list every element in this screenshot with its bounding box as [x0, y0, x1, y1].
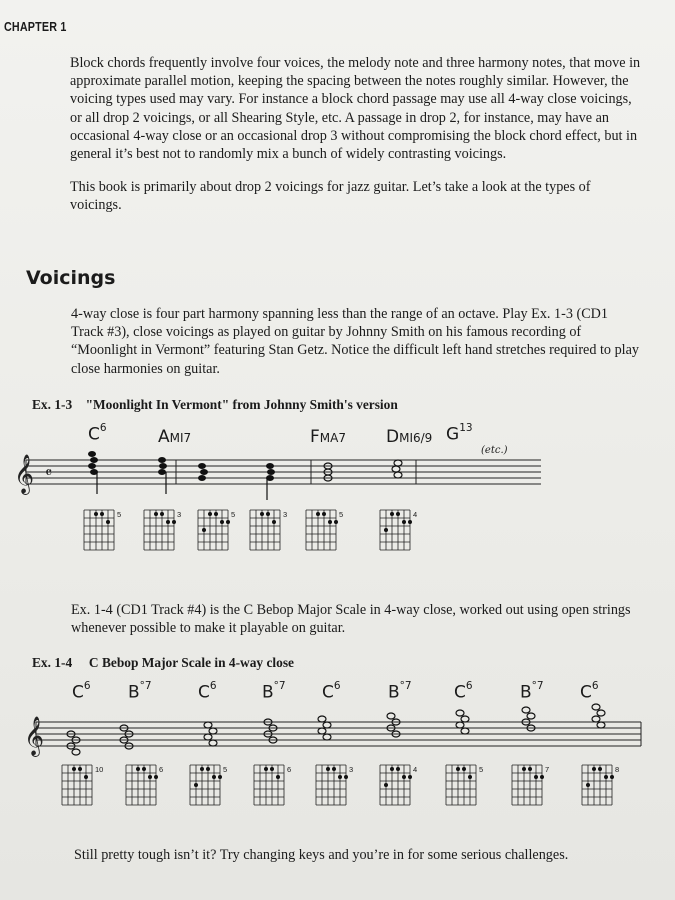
- treble-clef-icon: 𝄞: [24, 716, 45, 756]
- fret-number: 5: [231, 510, 236, 519]
- note-head: [323, 722, 331, 728]
- note-head: [72, 749, 80, 755]
- chord-symbol: $C^6$: [322, 680, 341, 703]
- example-name: "Moonlight In Vermont" from Johnny Smith's version: [85, 397, 398, 412]
- chord-symbol: $B^{^\circ 7}$: [128, 680, 152, 703]
- note-head: [318, 728, 326, 734]
- chord-diagram: [62, 765, 104, 814]
- fret-number: 5: [339, 510, 344, 519]
- four-way-close-paragraph: 4-way close is four part harmony spanning less than the range of an octave. Play Ex. 1-3 (CD1 Track #3), close voicings as played on guitar by Johnny Smith on his famous recording of “Moonlight in Vermont” featuring Stan Getz. Notice the difficult left hand stretches required to play close harmonies on guitar.: [71, 306, 639, 377]
- chord-symbol: DMI6/9: [386, 427, 433, 447]
- fret-number: 3: [177, 510, 182, 519]
- fret-number: 7: [545, 765, 550, 774]
- fret-number: 3: [349, 765, 354, 774]
- note-head: [323, 734, 331, 740]
- chord-diagram: [380, 510, 418, 559]
- note-head: [204, 722, 212, 728]
- chapter-label: CHAPTER 1: [4, 20, 67, 34]
- example-1-4-title: [32, 655, 294, 671]
- fret-number: 8: [615, 765, 620, 774]
- note-head: [527, 713, 535, 719]
- note-head: [461, 716, 469, 722]
- fret-number: 10: [95, 765, 104, 774]
- intro-paragraph: Block chords frequently involve four voices, the melody note and three harmony notes, that move in approximate parallel motion, keeping the spacing between the notes roughly similar. However, the voicing types used may vary. For instance a block chord passage may use all 4-way close voicings, or all drop 2 voicings, or all Shearing Style, etc. A passage in drop 2, for instance, may have an occasional 4-way close or an occasional drop 3 without compromising the block chord effect, but in general it’s best not to randomly mix a bunch of widely contrasting voicings.: [70, 55, 641, 163]
- staff-example-1-3: [14, 452, 546, 502]
- chord-symbol: $B^{^\circ 7}$: [520, 680, 544, 703]
- chord-diagram: [84, 510, 122, 559]
- continuation-mark: (etc.): [481, 445, 508, 456]
- example-1-3-title: [32, 397, 398, 413]
- note-head: [204, 734, 212, 740]
- chord-diagram: [512, 765, 550, 814]
- fret-number: 4: [413, 510, 418, 519]
- example-number: Ex. 1-3: [32, 397, 73, 412]
- staff-example-1-4: [24, 714, 646, 764]
- chord-symbol: $G^{13}$: [446, 422, 473, 445]
- note-head: [597, 722, 605, 728]
- chord-symbol: $C^6$: [88, 422, 107, 445]
- fret-number: 5: [117, 510, 122, 519]
- note-head: [387, 713, 395, 719]
- chord-diagram: [582, 765, 620, 814]
- note-head: [592, 716, 600, 722]
- note-head: [597, 710, 605, 716]
- chord-diagram: [306, 510, 344, 559]
- chord-diagram: [198, 510, 236, 559]
- fret-number: 6: [159, 765, 164, 774]
- note-head: [461, 728, 469, 734]
- note-head: [522, 707, 530, 713]
- book-focus-paragraph: This book is primarily about drop 2 voicings for jazz guitar. Let’s take a look at the types of voicings.: [70, 179, 591, 214]
- chord-diagram: [254, 765, 292, 814]
- chord-diagram: [446, 765, 484, 814]
- fret-number: 4: [413, 765, 418, 774]
- bebop-scale-paragraph: Ex. 1-4 (CD1 Track #4) is the C Bebop Major Scale in 4-way close, worked out using open strings whenever possible to make it playable on guitar.: [71, 602, 631, 637]
- chord-diagram: [250, 510, 288, 559]
- fret-number: 5: [223, 765, 228, 774]
- chord-symbol: FMA7: [310, 427, 346, 447]
- chord-symbol: AMI7: [158, 427, 192, 447]
- chord-symbol: $C^6$: [454, 680, 473, 703]
- section-heading: Voicings: [26, 267, 116, 289]
- closing-paragraph: Still pretty tough isn’t it? Try changing keys and you’re in for some serious challenges.: [74, 847, 569, 863]
- fret-number: 5: [479, 765, 484, 774]
- note-head: [318, 716, 326, 722]
- fret-number: 6: [287, 765, 292, 774]
- chord-symbol: $B^{^\circ 7}$: [262, 680, 286, 703]
- note-head: [209, 740, 217, 746]
- chord-symbol: $C^6$: [580, 680, 599, 703]
- common-time-icon: 𝄴: [45, 463, 53, 482]
- example-name: C Bebop Major Scale in 4-way close: [88, 655, 294, 670]
- treble-clef-icon: 𝄞: [14, 454, 35, 494]
- note-head: [209, 728, 217, 734]
- chord-symbol: $C^6$: [72, 680, 91, 703]
- note-head: [456, 722, 464, 728]
- fret-number: 3: [283, 510, 288, 519]
- chord-symbol: $C^6$: [198, 680, 217, 703]
- chord-diagram: [126, 765, 164, 814]
- chord-diagram: [144, 510, 182, 559]
- chord-diagram: [316, 765, 354, 814]
- chord-symbol: $B^{^\circ 7}$: [388, 680, 412, 703]
- example-number: Ex. 1-4: [32, 655, 73, 670]
- chord-diagram: [380, 765, 418, 814]
- note-head: [592, 704, 600, 710]
- note-head: [456, 710, 464, 716]
- chord-diagram: [190, 765, 228, 814]
